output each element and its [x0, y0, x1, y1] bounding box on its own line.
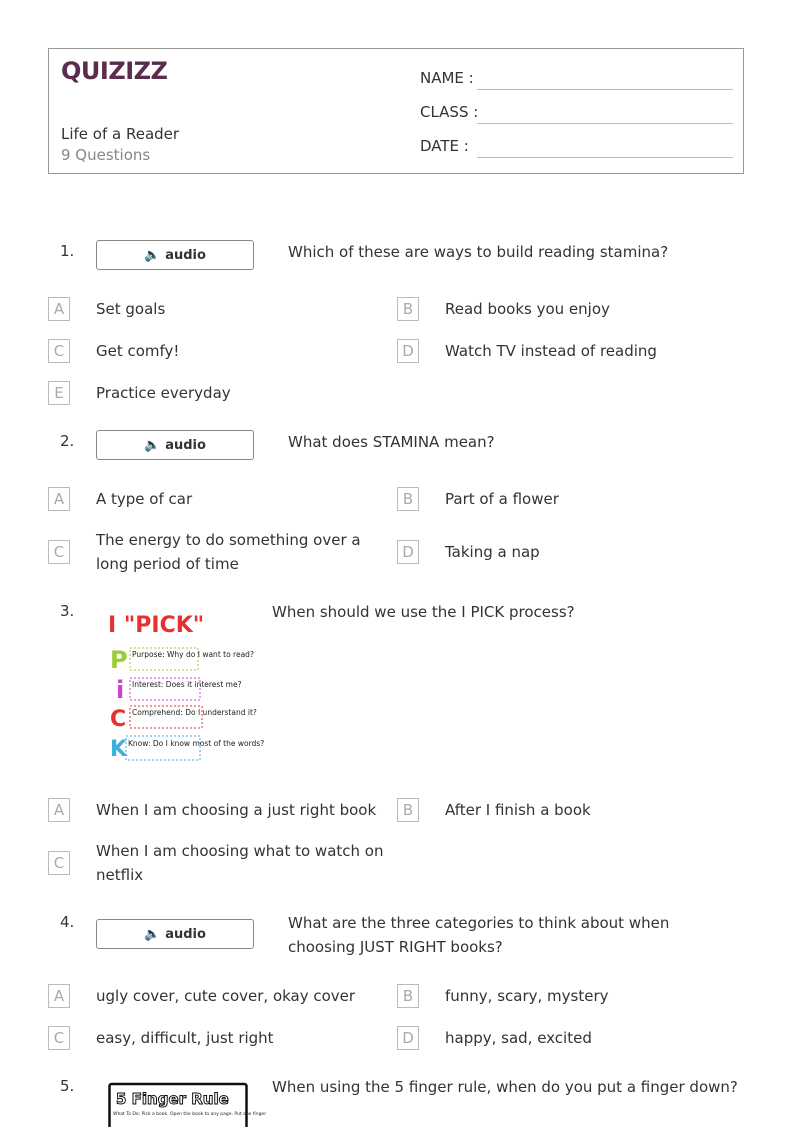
- option-letter: B: [397, 487, 419, 511]
- poster-title: 5 Finger Rule: [116, 1090, 229, 1108]
- name-line: [477, 89, 733, 90]
- worksheet-title: Life of a Reader: [61, 125, 180, 143]
- option-text: After I finish a book: [445, 801, 591, 819]
- finger-rule-poster: [108, 1082, 267, 1123]
- poster-title: I "PICK": [108, 613, 205, 638]
- option-letter: B: [397, 984, 419, 1008]
- audio-label: audio: [165, 437, 206, 453]
- ipick-poster-graphic: [104, 606, 265, 766]
- audio-label: audio: [165, 926, 206, 942]
- poster-caption: What To Do: Pick a book. Open the book to any page. Put one finger: [113, 1112, 267, 1117]
- option-text: ugly cover, cute cover, okay cover: [96, 987, 356, 1005]
- question-text: What does STAMINA mean?: [288, 433, 495, 451]
- worksheet-header: [48, 48, 744, 174]
- option-text: The energy to do something over a long period of time: [96, 531, 361, 573]
- audio-button[interactable]: [96, 430, 254, 460]
- option-letter: C: [48, 851, 70, 875]
- option-text: A type of car: [96, 490, 193, 508]
- option-text: happy, sad, excited: [445, 1029, 592, 1047]
- audio-button[interactable]: [96, 240, 254, 270]
- question-text: Which of these are ways to build reading stamina?: [288, 243, 669, 261]
- option-letter: C: [48, 339, 70, 363]
- option-text: Practice everyday: [96, 384, 231, 402]
- poster-row-text: Interest: Does it interest me?: [132, 680, 242, 689]
- question-number: 1.: [60, 242, 75, 260]
- ipick-poster: [104, 606, 265, 766]
- date-label: DATE :: [420, 137, 469, 155]
- option-text: Set goals: [96, 300, 166, 318]
- option-letter: A: [48, 297, 70, 321]
- audio-button[interactable]: [96, 919, 254, 949]
- option-letter: D: [397, 540, 419, 564]
- option-letter: C: [48, 1026, 70, 1050]
- speaker-icon: 🔈: [144, 247, 161, 263]
- poster-row-text: Purpose: Why do I want to read?: [132, 650, 254, 659]
- option-letter: B: [397, 297, 419, 321]
- question-number: 2.: [60, 432, 75, 450]
- option-text: funny, scary, mystery: [445, 987, 609, 1005]
- poster-letter: i: [116, 676, 125, 704]
- option-text: When I am choosing a just right book: [96, 801, 377, 819]
- date-line: [477, 157, 733, 158]
- question-number: 3.: [60, 602, 75, 620]
- option-letter: E: [48, 381, 70, 405]
- option-text: easy, difficult, just right: [96, 1029, 274, 1047]
- option-letter: C: [48, 540, 70, 564]
- option-letter: D: [397, 1026, 419, 1050]
- poster-letter: K: [110, 737, 128, 762]
- question-count: 9 Questions: [61, 146, 151, 164]
- audio-label: audio: [165, 247, 206, 263]
- option-text: Part of a flower: [445, 490, 559, 508]
- option-letter: A: [48, 984, 70, 1008]
- option-letter: B: [397, 798, 419, 822]
- poster-letter: P: [110, 646, 128, 674]
- quizizz-logo: QUIZIZZ: [61, 57, 168, 85]
- class-line: [477, 123, 733, 124]
- poster-letter: C: [110, 707, 127, 732]
- option-letter: A: [48, 487, 70, 511]
- class-label: CLASS :: [420, 103, 479, 121]
- option-text: Taking a nap: [445, 543, 540, 561]
- name-label: NAME :: [420, 69, 474, 87]
- question-number: 5.: [60, 1077, 75, 1095]
- question-text: When should we use the I PICK process?: [272, 603, 575, 621]
- poster-row-text: Know: Do I know most of the words?: [128, 739, 265, 748]
- question-number: 4.: [60, 913, 75, 931]
- option-letter: D: [397, 339, 419, 363]
- option-text: Watch TV instead of reading: [445, 342, 657, 360]
- poster-row-text: Comprehend: Do I understand it?: [132, 708, 257, 717]
- question-text: What are the three categories to think about when choosing JUST RIGHT books?: [288, 914, 670, 956]
- option-text: Get comfy!: [96, 342, 180, 360]
- option-text: When I am choosing what to watch on netflix: [96, 842, 384, 884]
- option-letter: A: [48, 798, 70, 822]
- finger-rule-graphic: [108, 1082, 267, 1123]
- speaker-icon: 🔈: [144, 926, 161, 942]
- question-text: When using the 5 finger rule, when do you put a finger down?: [272, 1078, 738, 1096]
- speaker-icon: 🔈: [144, 437, 161, 453]
- option-text: Read books you enjoy: [445, 300, 610, 318]
